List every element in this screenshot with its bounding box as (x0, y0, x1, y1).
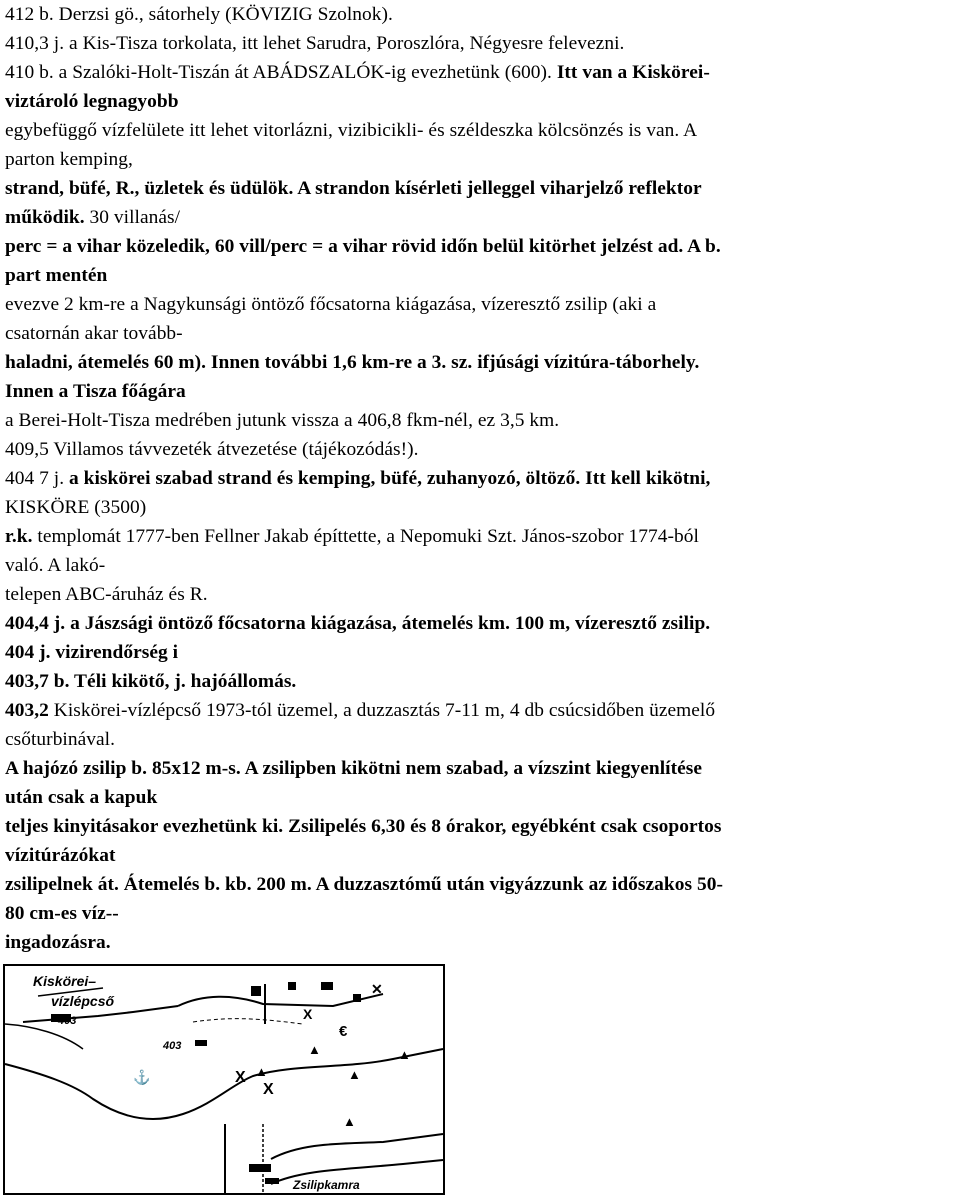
text-run: zsilipelnek át. Átemelés b. kb. 200 m. A duzzasztómű után vigyázzunk az időszakos 50- (5, 874, 723, 895)
text-run: 412 b. Derzsi gö., sátorhely (KÖVIZIG Szolnok). (5, 4, 393, 25)
text-run: telepen ABC-áruház és R. (5, 584, 208, 605)
tent-symbol-5: ▲ (343, 1114, 356, 1129)
lock-gate-1 (249, 1164, 271, 1172)
text-line (5, 638, 957, 667)
map-km-label-top: 403 (58, 1015, 77, 1027)
text-run: csőturbinával. (5, 729, 116, 750)
text-line (5, 725, 957, 754)
text-run: a Berei-Holt-Tisza medrében jutunk vissza a 406,8 fkm-nél, ez 3,5 km. (5, 410, 560, 431)
text-run: Itt van a Kiskörei- (556, 62, 710, 83)
text-run: 403,2 (5, 700, 54, 721)
lock-gate-2 (265, 1178, 279, 1184)
c-symbol: € (339, 1023, 348, 1040)
text-line (5, 783, 957, 812)
text-line (5, 928, 957, 957)
text-line (5, 551, 957, 580)
building-2 (288, 982, 296, 990)
text-run: templomát 1777-ben Fellner Jakab építtette, a Nepomuki Szt. János-szobor 1774-ból (37, 526, 699, 547)
camping-x-symbol: ✕ (371, 981, 383, 997)
text-run: Innen a Tisza főágára (5, 381, 186, 402)
text-line (5, 348, 957, 377)
text-run: ingadozásra. (5, 932, 111, 953)
text-run: való. A lakó- (5, 555, 106, 576)
text-run: perc = a vihar közeledik, 60 vill/perc = a vihar rövid időn belül kitörhet jelzést ad. A b. (5, 236, 721, 257)
text-line (5, 0, 957, 29)
text-line (5, 609, 957, 638)
text-line (5, 580, 957, 609)
text-run: strand, büfé, R., üzletek és üdülök. A strandon kísérleti jelleggel viharjelző reflektor (5, 178, 702, 199)
text-run: 403,7 b. Téli kikötő, j. hajóállomás. (5, 671, 297, 692)
text-run: KISKÖRE (3500) (5, 497, 147, 518)
text-run: 410 b. a Szalóki-Holt-Tiszán át ABÁDSZALÓK-ig evezhetünk (600). (5, 62, 557, 83)
text-line (5, 377, 957, 406)
tent-symbol-3: ▲ (348, 1067, 361, 1082)
text-run: 404,4 j. a Jászsági öntöző főcsatorna kiágazása, átemelés km. 100 m, vízeresztő zsilip. (5, 613, 711, 634)
text-line (5, 667, 957, 696)
building-1 (251, 986, 261, 996)
text-run: 404 7 j. (5, 468, 70, 489)
text-run: parton kemping, (5, 149, 133, 170)
text-run: vízitúrázókat (5, 845, 116, 866)
text-run: egybefüggő vízfelülete itt lehet vitorlázni, vizibicikli- és széldeszka kölcsönzés is van. A (5, 120, 698, 141)
text-run: Kiskörei-vízlépcső 1973-tól üzemel, a duzzasztás 7-11 m, 4 db csúcsidőben üzemelő (53, 700, 716, 721)
map-title-line1: Kiskörei– (33, 973, 97, 989)
text-line (5, 58, 957, 87)
text-run: 80 cm-es víz-- (5, 903, 119, 924)
x-symbol-2: X (303, 1006, 313, 1022)
tent-symbol-1: ▲ (398, 1047, 411, 1062)
tent-symbol-4: ▲ (255, 1064, 268, 1079)
kiskore-map (3, 964, 445, 1195)
building-5 (195, 1040, 207, 1046)
text-line (5, 406, 957, 435)
text-line (5, 870, 957, 899)
text-line (5, 87, 957, 116)
text-line (5, 145, 957, 174)
text-run: csatornán akar tovább- (5, 323, 183, 344)
anchor-symbol: ⚓ (133, 1069, 151, 1085)
text-run: után csak a kapuk (5, 787, 158, 808)
text-line (5, 232, 957, 261)
text-run: evezve 2 km-re a Nagykunsági öntöző főcsatorna kiágazása, vízeresztő zsilip (aki a (5, 294, 657, 315)
x-symbol-4: X (263, 1081, 274, 1098)
text-line (5, 203, 957, 232)
text-run: 404 j. vizirendőrség i (5, 642, 179, 663)
text-line (5, 754, 957, 783)
text-line (5, 435, 957, 464)
text-line (5, 319, 957, 348)
text-run: haladni, átemelés 60 m). Innen további 1,6 km-re a 3. sz. ifjúsági vízitúra-táborhely. (5, 352, 700, 373)
text-run: 409,5 Villamos távvezeték átvezetése (tájékozódás!). (5, 439, 419, 460)
map-km-label-mid: 403 (163, 1040, 182, 1052)
text-line (5, 899, 957, 928)
text-line (5, 29, 957, 58)
text-run: 30 villanás/ (89, 207, 181, 228)
text-run: viztároló legnagyobb (5, 91, 179, 112)
text-run: A hajózó zsilip b. 85x12 m-s. A zsilipben kikötni nem szabad, a vízszint kiegyenlítése (5, 758, 703, 779)
text-line (5, 841, 957, 870)
text-run: működik. (5, 207, 90, 228)
map-zsilipkamra-label: Zsilipkamra (293, 1178, 360, 1192)
text-line (5, 290, 957, 319)
building-4 (353, 994, 361, 1002)
text-line (5, 522, 957, 551)
document-text (5, 0, 957, 957)
text-line (5, 812, 957, 841)
map-drawing (3, 964, 445, 1195)
text-run: a kiskörei szabad strand és kemping, büfé, zuhanyozó, öltöző. Itt kell kikötni, (69, 468, 711, 489)
text-run: r.k. (5, 526, 38, 547)
x-symbol-3: X (235, 1069, 246, 1086)
text-line (5, 116, 957, 145)
building-3 (321, 982, 333, 990)
text-line (5, 464, 957, 493)
map-title-line2: vízlépcső (51, 993, 115, 1009)
text-line (5, 174, 957, 203)
tent-symbol-2: ▲ (308, 1042, 321, 1057)
text-run: part mentén (5, 265, 108, 286)
text-line (5, 493, 957, 522)
text-line (5, 696, 957, 725)
text-run: 410,3 j. a Kis-Tisza torkolata, itt lehet Sarudra, Poroszlóra, Négyesre felevezni. (5, 33, 625, 54)
text-run: teljes kinyitásakor evezhetünk ki. Zsilipelés 6,30 és 8 órakor, egyébként csak csoportos (5, 816, 722, 837)
text-line (5, 261, 957, 290)
